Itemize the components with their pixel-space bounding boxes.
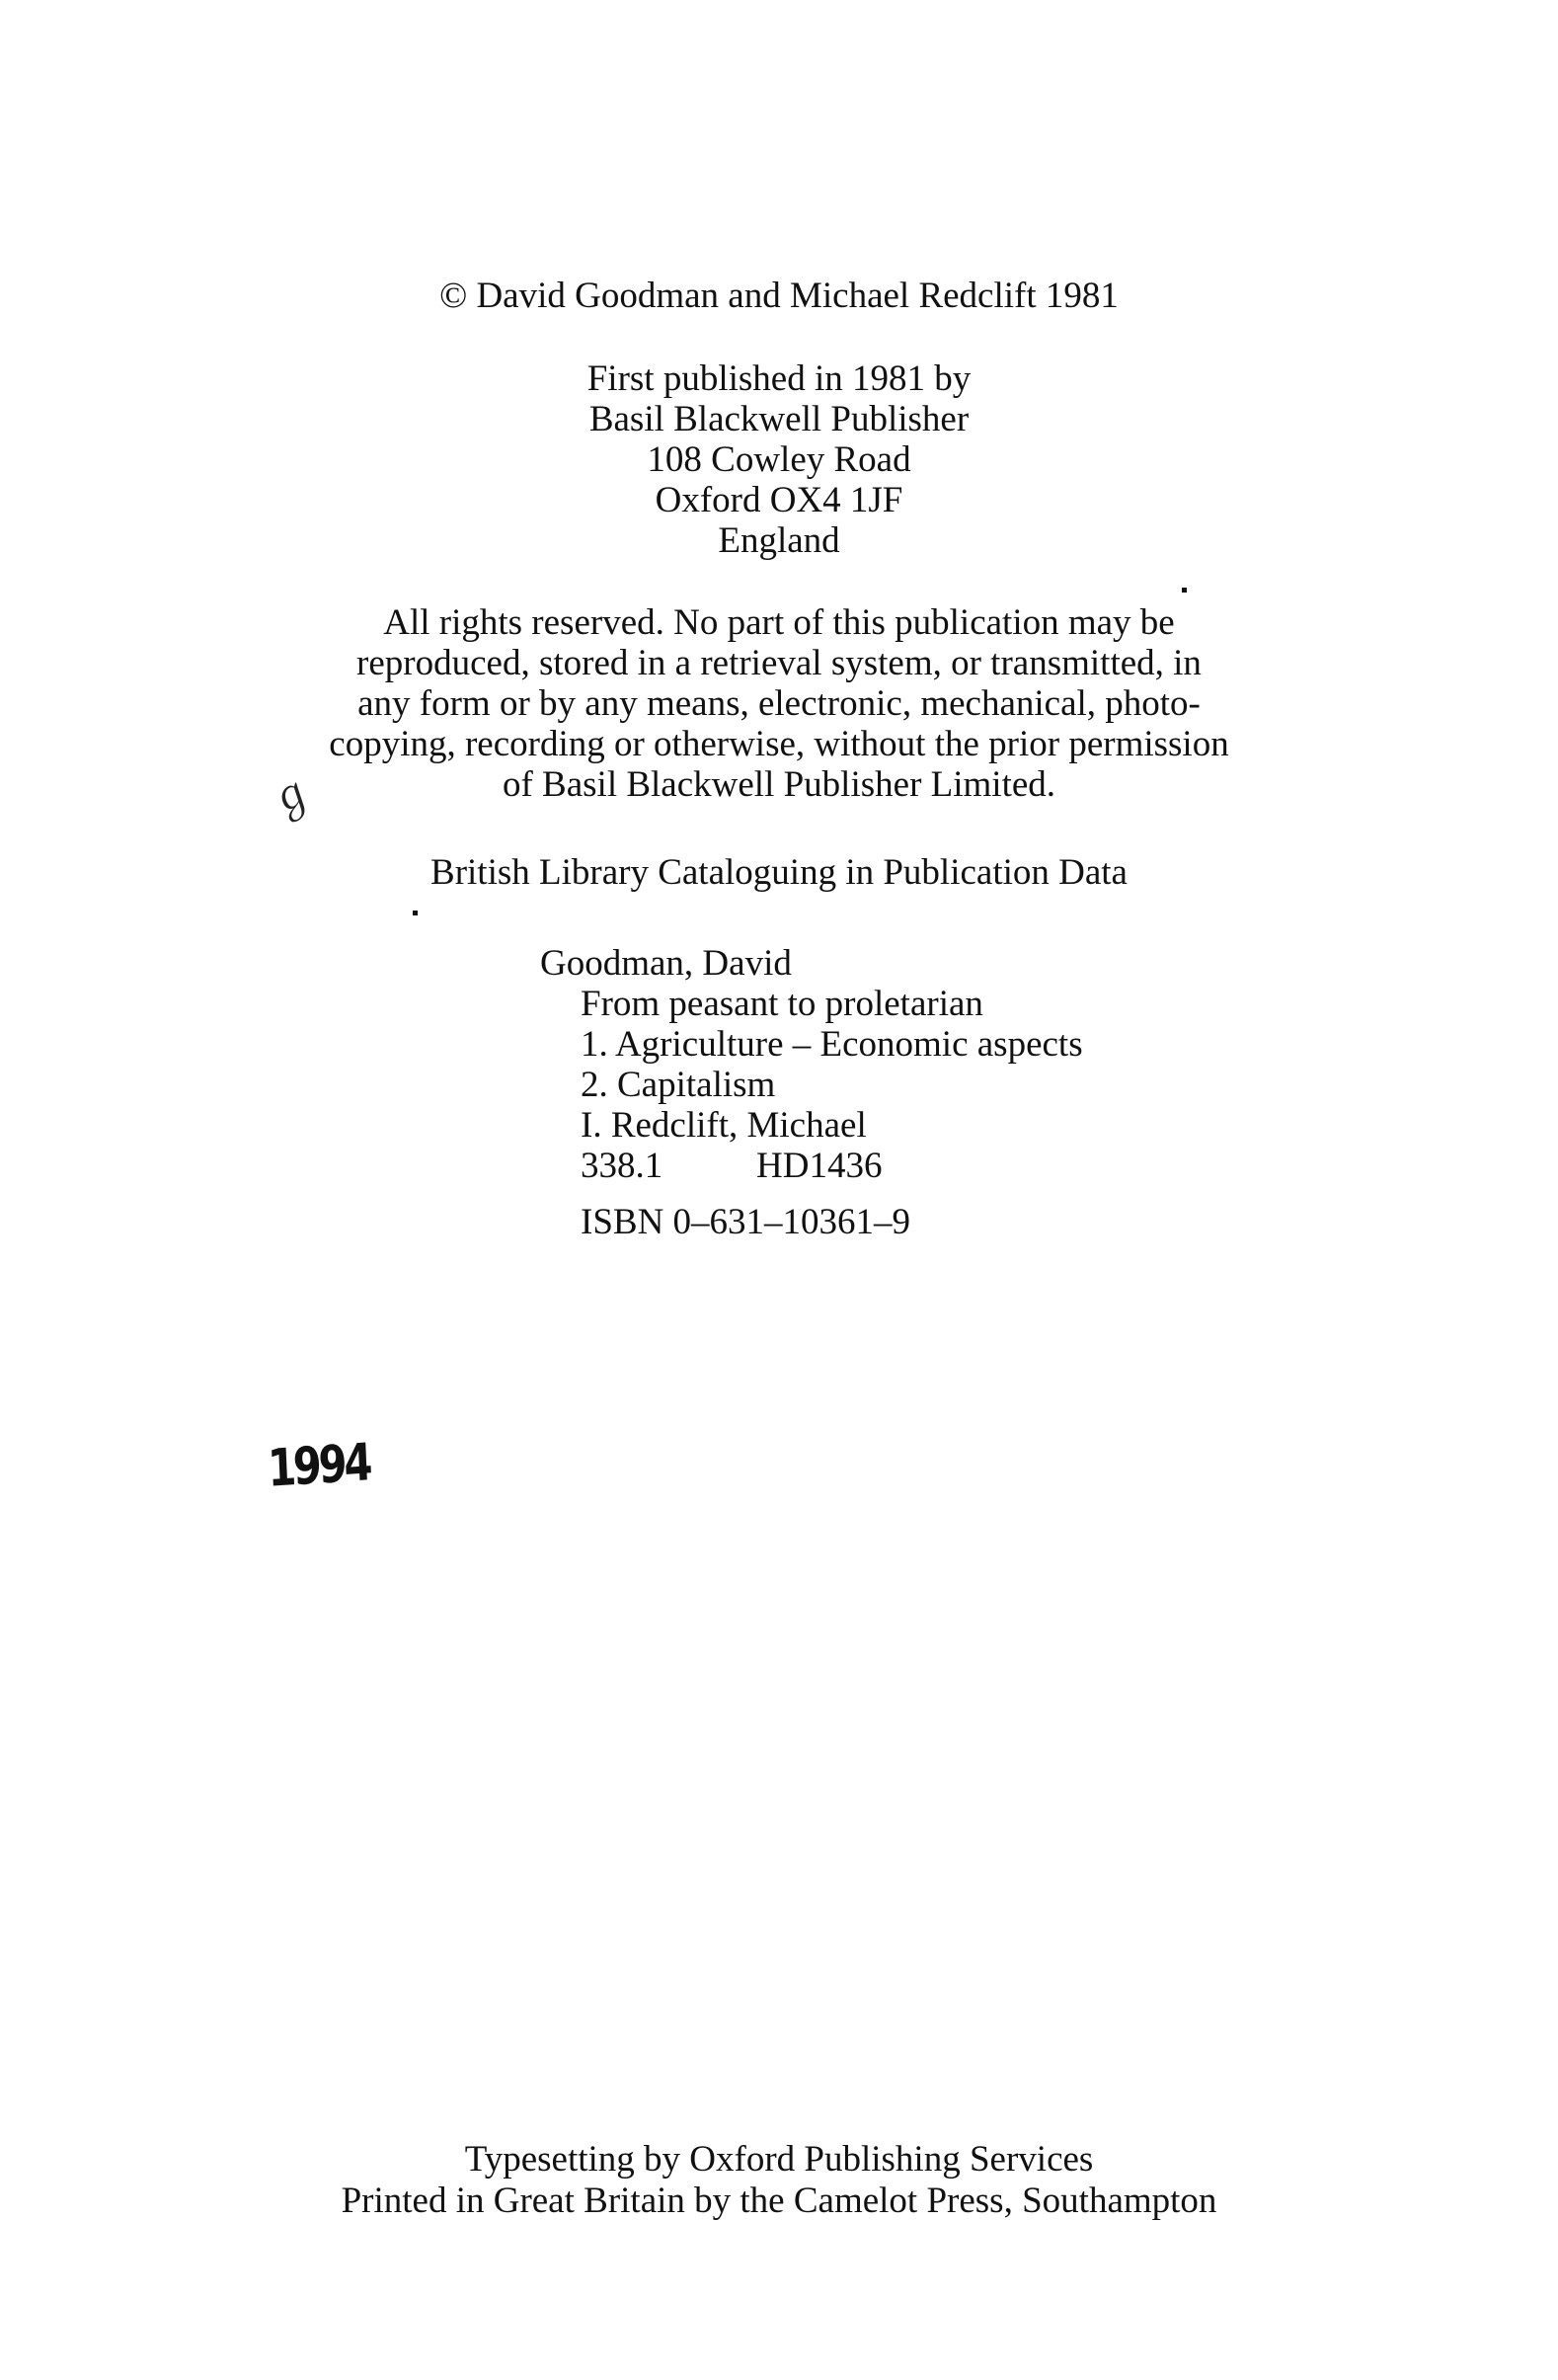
- typesetting-credit: Typesetting by Oxford Publishing Services: [464, 2139, 1094, 2180]
- copyright-notice: © David Goodman and Michael Redclift 1981: [439, 276, 1119, 316]
- cip-coauthor: I. Redclift, Michael: [581, 1105, 867, 1146]
- cip-title: From peasant to proletarian: [581, 984, 983, 1024]
- rights-line3: any form or by any means, electronic, mechanical, photo-: [357, 683, 1201, 724]
- cip-subject1: 1. Agriculture – Economic aspects: [581, 1024, 1083, 1065]
- rights-line1: All rights reserved. No part of this publication may be: [383, 602, 1175, 643]
- printing-credit: Printed in Great Britain by the Camelot Press, Southampton: [341, 2181, 1217, 2221]
- cip-subject2: 2. Capitalism: [581, 1065, 776, 1105]
- first-published-line: First published in 1981 by: [586, 358, 972, 399]
- publisher-country: England: [718, 520, 840, 561]
- cip-author: Goodman, David: [540, 943, 792, 984]
- cip-heading: British Library Cataloguing in Publication Data: [430, 852, 1128, 893]
- publisher-name: Basil Blackwell Publisher: [588, 399, 970, 439]
- handwritten-year: 1994: [267, 1433, 371, 1499]
- rights-line4: copying, recording or otherwise, without the prior permission: [329, 724, 1229, 764]
- speck-mark: [1182, 588, 1187, 593]
- margin-pencil-mark: ℊ: [259, 762, 323, 829]
- cip-isbn: ISBN 0–631–10361–9: [581, 1202, 911, 1242]
- rights-line5: of Basil Blackwell Publisher Limited.: [502, 764, 1056, 805]
- publisher-address-line2: Oxford OX4 1JF: [655, 480, 903, 520]
- speck-mark: [413, 911, 418, 915]
- cip-lc-class: HD1436: [756, 1146, 883, 1186]
- publisher-address-line1: 108 Cowley Road: [647, 439, 911, 480]
- cip-dewey: 338.1: [581, 1146, 663, 1186]
- rights-line2: reproduced, stored in a retrieval system, or transmitted, in: [356, 643, 1202, 683]
